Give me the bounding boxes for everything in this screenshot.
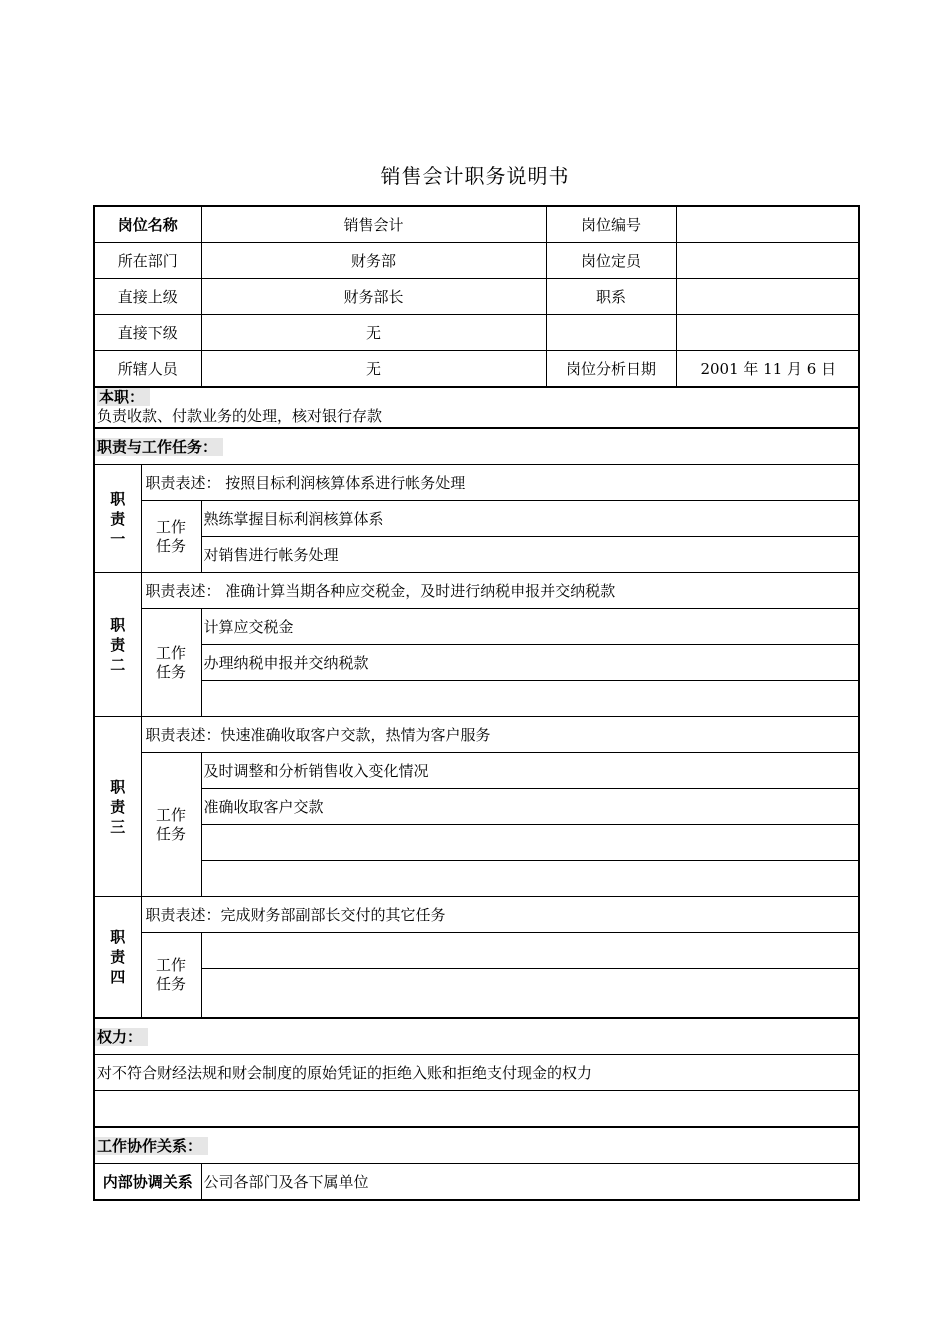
empty-cell [546,315,676,351]
duty-2-task-label: 工作 任务 [141,609,201,717]
dept-label: 所在部门 [94,243,201,279]
duty-3-task [201,861,859,897]
duty-3-name: 职 责 三 [94,717,141,897]
authority-item [94,1091,859,1128]
quota-label: 岗位定员 [546,243,676,279]
duty-2-desc: 职责表述： 准确计算当期各种应交税金，及时进行纳税申报并交纳税款 [141,573,859,609]
internal-relations-value: 公司各部门及各下属单位 [201,1164,859,1201]
duty-4-task [201,969,859,1019]
duties-header-cell [94,428,859,465]
series-label: 职系 [546,279,676,315]
duty-1-desc: 职责表述： 按照目标利润核算体系进行帐务处理 [141,465,859,501]
duties-label: 职责与工作任务： [95,438,223,456]
duty-4-name: 职 责 四 [94,897,141,1019]
duty-3-task: 准确收取客户交款 [201,789,859,825]
staff-label: 所辖人员 [94,351,201,388]
duty-1-task: 熟练掌握目标利润核算体系 [201,501,859,537]
series-value [676,279,859,315]
dept-value: 财务部 [201,243,546,279]
duty-4-desc: 职责表述：完成财务部副部长交付的其它任务 [141,897,859,933]
mission-label: 本职： [97,388,150,406]
duty-2-task [201,681,859,717]
superior-label: 直接上级 [94,279,201,315]
subordinate-value: 无 [201,315,546,351]
duty-1-name: 职 责 一 [94,465,141,573]
duty-1-task: 对销售进行帐务处理 [201,537,859,573]
relations-label: 工作协作关系： [95,1137,208,1155]
duty-3-desc: 职责表述：快速准确收取客户交款，热情为客户服务 [141,717,859,753]
duty-1-task-label: 工作 任务 [141,501,201,573]
date-value: 2001 年 11 月 6 日 [676,351,859,388]
duty-4-task [201,933,859,969]
duty-3-task-label: 工作 任务 [141,753,201,897]
job-description-table [93,205,860,1201]
superior-value: 财务部长 [201,279,546,315]
empty-cell [676,315,859,351]
quota-value [676,243,859,279]
date-label: 岗位分析日期 [546,351,676,388]
relations-header-cell [94,1127,859,1164]
duty-3-task: 及时调整和分析销售收入变化情况 [201,753,859,789]
duty-2-name: 职 责 二 [94,573,141,717]
pos-name-label: 岗位名称 [94,206,201,243]
authority-item: 对不符合财经法规和财会制度的原始凭证的拒绝入账和拒绝支付现金的权力 [94,1055,859,1091]
mission-text: 负责收款、付款业务的处理，核对银行存款 [97,407,383,425]
authority-label: 权力： [95,1028,148,1046]
duty-3-task [201,825,859,861]
subordinate-label: 直接下级 [94,315,201,351]
mission-cell [94,387,859,428]
document-title: 销售会计职务说明书 [380,164,570,188]
duty-4-task-label: 工作 任务 [141,933,201,1019]
internal-relations-label: 内部协调关系 [94,1164,201,1201]
duty-2-task: 计算应交税金 [201,609,859,645]
pos-name-value: 销售会计 [201,206,546,243]
staff-value: 无 [201,351,546,388]
duty-2-task: 办理纳税申报并交纳税款 [201,645,859,681]
authority-header-cell [94,1018,859,1055]
pos-no-value [676,206,859,243]
pos-no-label: 岗位编号 [546,206,676,243]
